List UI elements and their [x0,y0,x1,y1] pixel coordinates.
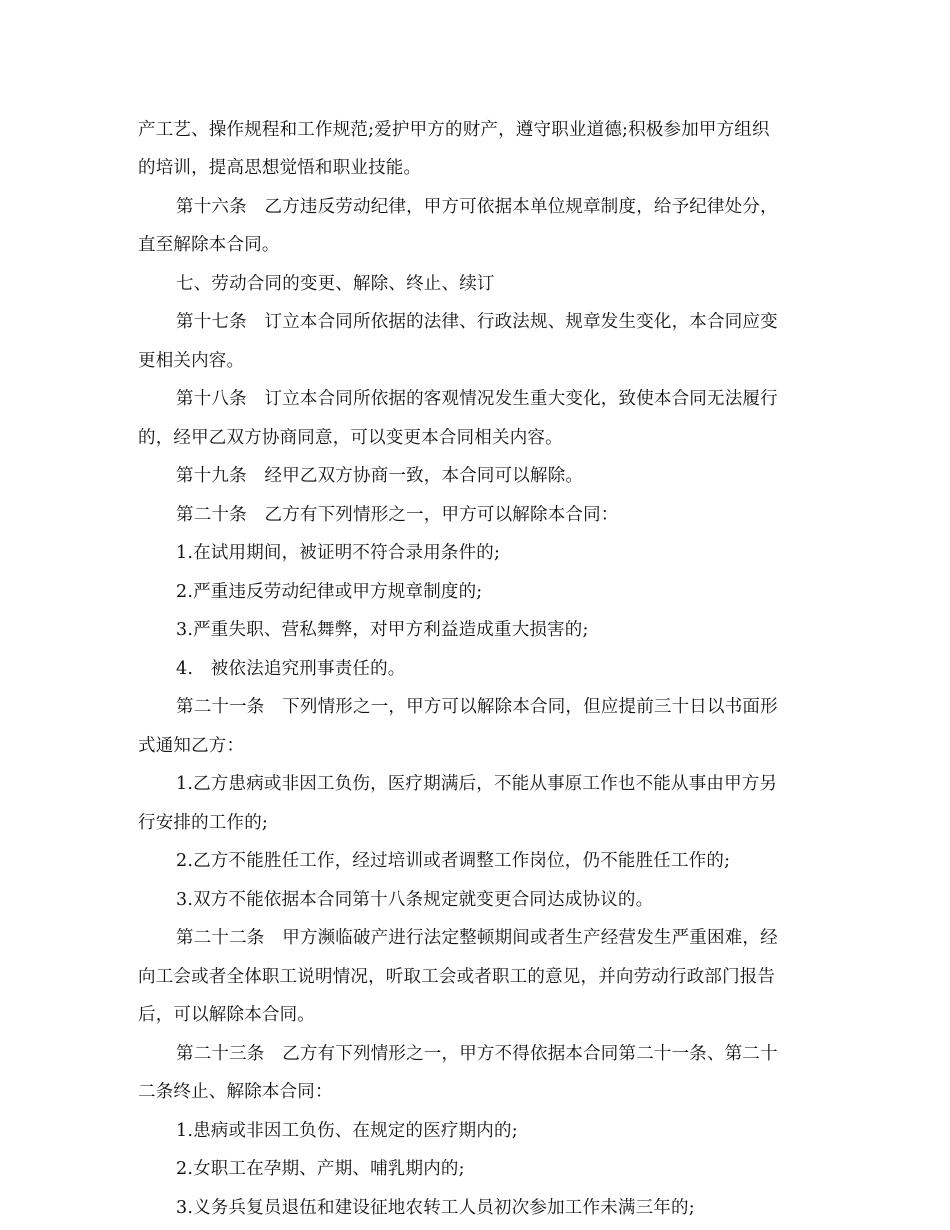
text-line: 的，经甲乙双方协商同意，可以变更本合同相关内容。 [138,428,563,448]
text-line: 第二十条 乙方有下列情形之一，甲方可以解除本合同： [176,505,619,525]
text-line: 第二十三条 乙方有下列情形之一，甲方不得依据本合同第二十一条、第二十 [176,1044,778,1064]
list-item: 3.义务兵复员退伍和建设征地农转工人员初次参加工作未满三年的; [176,1198,695,1218]
text-line: 第十八条 订立本合同所依据的客观情况发生重大变化，致使本合同无法履行 [176,389,778,409]
text-line: 第二十一条 下列情形之一，甲方可以解除本合同，但应提前三十日以书面形 [176,697,778,717]
list-item: 3.严重失职、营私舞弊，对甲方利益造成重大损害的; [176,620,589,640]
text-line: 第二十二条 甲方濒临破产进行法定整顿期间或者生产经营发生严重困难，经 [176,928,778,948]
list-item: 3.双方不能依据本合同第十八条规定就变更合同达成协议的。 [176,890,654,910]
text-line: 第十九条 经甲乙双方协商一致，本合同可以解除。 [176,466,584,486]
text-line: 二条终止、解除本合同： [138,1082,333,1102]
list-item: 4. 被依法追究刑事责任的。 [176,659,406,679]
list-item: 1.患病或非因工负伤、在规定的医疗期内的; [176,1121,518,1141]
section-heading: 七、劳动合同的变更、解除、终止、续订 [176,274,495,294]
list-item: 2.严重违反劳动纪律或甲方规章制度的; [176,582,483,602]
text-line: 式通知乙方： [138,736,245,756]
text-line: 产工艺、操作规程和工作规范;爱护甲方的财产，遵守职业道德;积极参加甲方组织 [138,120,770,140]
list-item: 行安排的工作的; [138,813,268,833]
text-line: 向工会或者全体职工说明情况，听取工会或者职工的意见，并向劳动行政部门报告 [138,967,776,987]
text-line: 的培训，提高思想觉悟和职业技能。 [138,158,422,178]
text-line: 第十六条 乙方违反劳动纪律，甲方可依据本单位规章制度，给予纪律处分， [176,197,778,217]
list-item: 2.女职工在孕期、产期、哺乳期内的; [176,1159,465,1179]
list-item: 1.在试用期间，被证明不符合录用条件的; [176,543,501,563]
text-line: 第十七条 订立本合同所依据的法律、行政法规、规章发生变化，本合同应变 [176,312,778,332]
text-line: 后，可以解除本合同。 [138,1005,315,1025]
list-item: 1.乙方患病或非因工负伤，医疗期满后，不能从事原工作也不能从事由甲方另 [176,774,778,794]
text-line: 直至解除本合同。 [138,235,280,255]
list-item: 2.乙方不能胜任工作，经过培训或者调整工作岗位，仍不能胜任工作的; [176,851,731,871]
text-line: 更相关内容。 [138,351,245,371]
